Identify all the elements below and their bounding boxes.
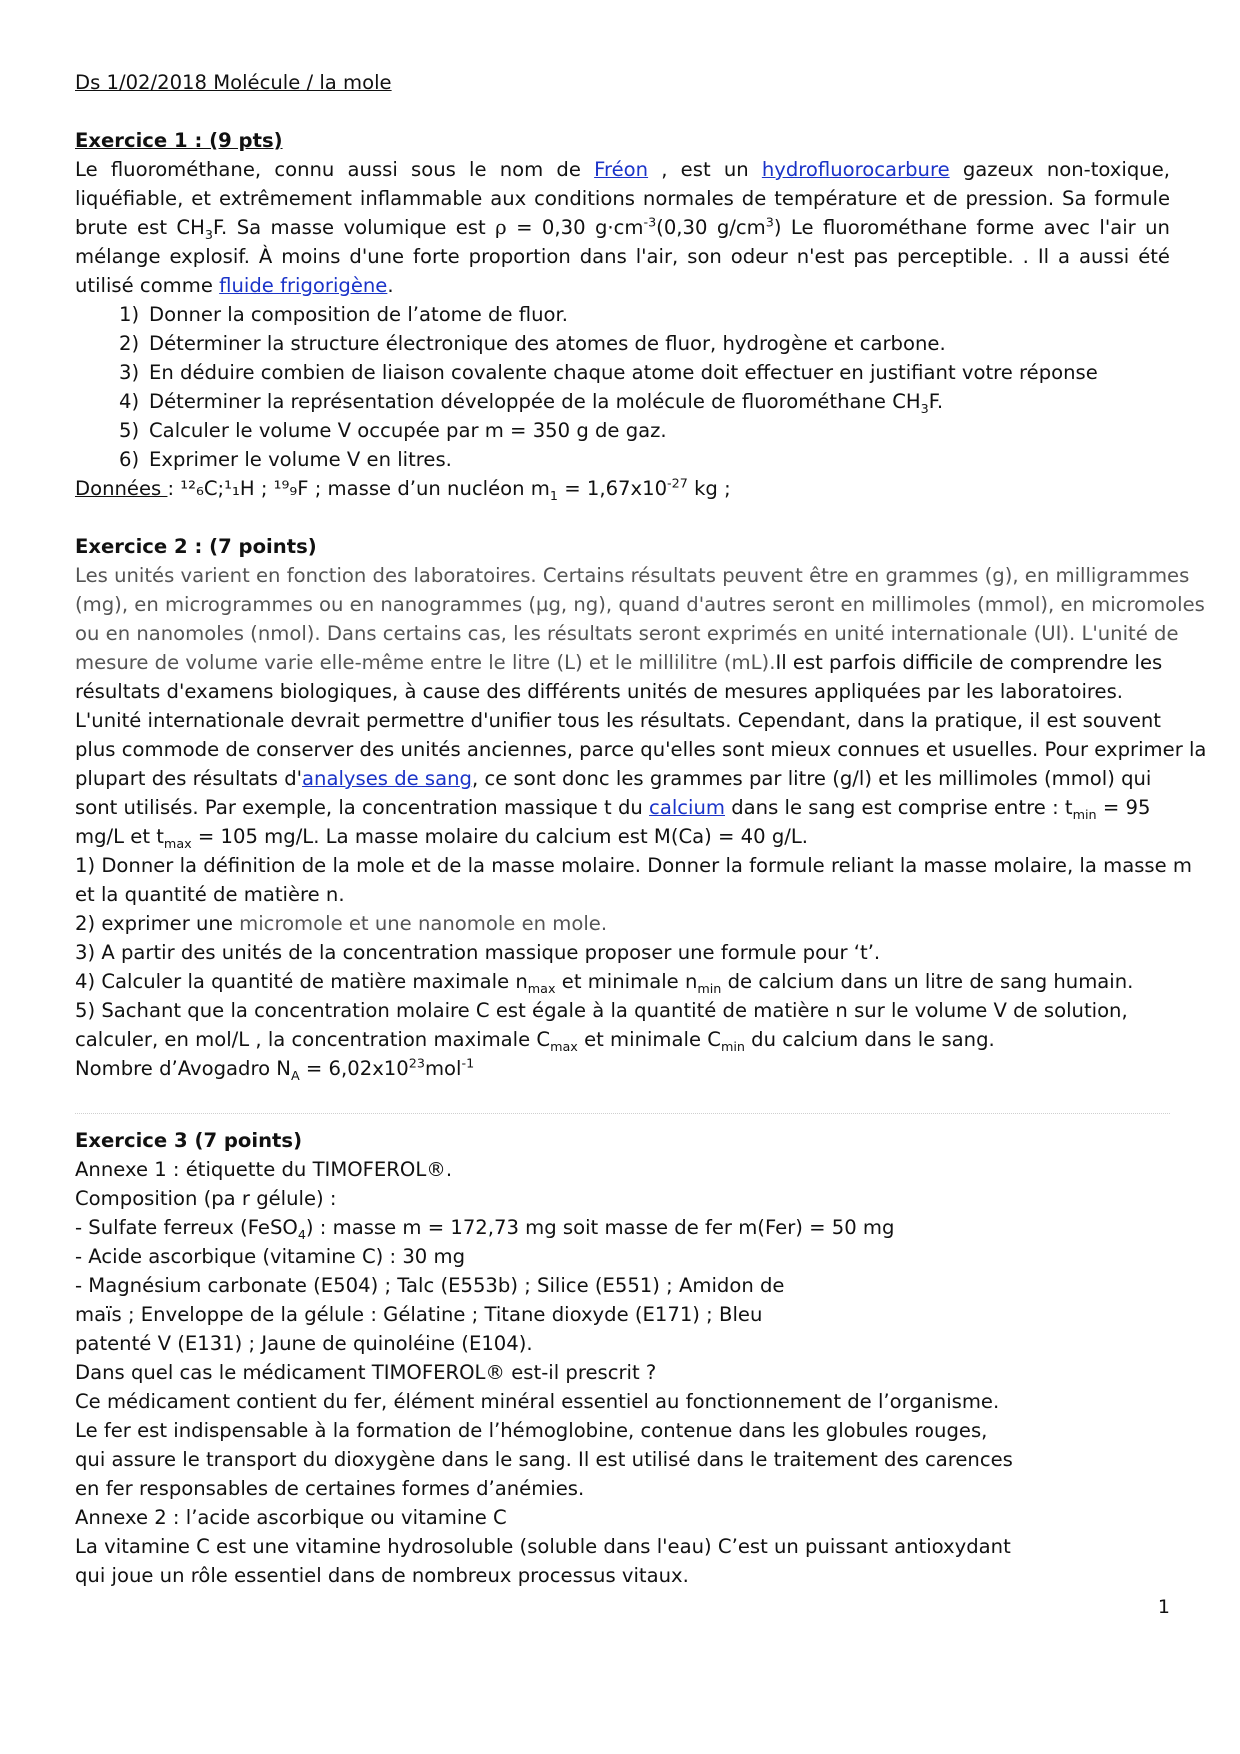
ex2-paragraph-line: ou en nanomoles (nmol). Dans certains cas, les résultats seront exprimés en unité internationale (UI). L'unité de xyxy=(75,622,1179,645)
ex3-line: maïs ; Enveloppe de la gélule : Gélatine ; Titane dioxyde (E171) ; Bleu xyxy=(75,1303,763,1326)
ex3-line: - Magnésium carbonate (E504) ; Talc (E553b) ; Silice (E551) ; Amidon de xyxy=(75,1274,785,1297)
ex3-line: Annexe 2 : l’acide ascorbique ou vitamine C xyxy=(75,1506,507,1529)
ex1-paragraph-line: Le fluorométhane, connu aussi sous le nom de Fréon , est un hydrofluorocarbure gazeux non-toxique, xyxy=(75,158,1170,181)
list-item: 6) Exprimer le volume V en litres. xyxy=(119,448,452,471)
ex2-paragraph-line: L'unité internationale devrait permettre d'unifier tous les résultats. Cependant, dans la pratique, il est souvent xyxy=(75,709,1161,732)
ex2-question: calculer, en mol/L , la concentration maximale $C_{max}$ et minimale $C_{min}$ du calcium dans le sang. xyxy=(75,1028,995,1055)
ex1-paragraph-line: utilisé comme fluide frigorigène. xyxy=(75,274,394,297)
link-analyses-de-sang[interactable]: analyses de sang xyxy=(302,767,472,790)
list-item: 2) Déterminer la structure électronique des atomes de fluor, hydrogène et carbone. xyxy=(119,332,946,355)
page-number: 1 xyxy=(1157,1596,1170,1618)
list-item: 5) Calculer le volume V occupée par m = 350 g de gaz. xyxy=(119,419,667,442)
page-title: Ds 1/02/2018 Molécule / la mole xyxy=(75,71,392,94)
ex2-paragraph-line: mg/L et $t_{max} = 105$ mg/L. La masse molaire du calcium est M(Ca) = 40 g/L. xyxy=(75,825,809,852)
list-item: 3) En déduire combien de liaison covalente chaque atome doit effectuer en justifiant votre réponse xyxy=(119,361,1098,384)
ex2-question: 1) Donner la définition de la mole et de la masse molaire. Donner la formule reliant la masse molaire, la masse m xyxy=(75,854,1192,877)
ex2-paragraph-line: (mg), en microgrammes ou en nanogrammes (µg, ng), quand d'autres seront en millimoles (mmol), en micromoles xyxy=(75,593,1205,616)
ex2-question: 3) A partir des unités de la concentration massique proposer une formule pour ‘t’. xyxy=(75,941,881,964)
ex3-line: qui assure le transport du dioxygène dans le sang. Il est utilisé dans le traitement des carences xyxy=(75,1448,1013,1471)
ex1-question-list xyxy=(75,300,1170,474)
ex3-line: en fer responsables de certaines formes d’anémies. xyxy=(75,1477,585,1500)
exercise-1-title: Exercice 1 : (9 pts) xyxy=(75,129,283,152)
ex2-question: 2) exprimer une micromole et une nanomole en mole. xyxy=(75,912,608,935)
document-page xyxy=(75,68,1207,1590)
ex1-data-line: Données : ¹²₆C;¹₁H ; ¹⁹₉F ; masse d’un nucléon $m_1 = 1,67x10^{-27}$ kg ; xyxy=(75,476,731,504)
ex3-line: Annexe 1 : étiquette du TIMOFEROL®. xyxy=(75,1158,453,1181)
ex3-line: La vitamine C est une vitamine hydrosoluble (soluble dans l'eau) C’est un puissant antioxydant xyxy=(75,1535,1011,1558)
ex3-line: Ce médicament contient du fer, élément minéral essentiel au fonctionnement de l’organisme. xyxy=(75,1390,1000,1413)
ex3-line: qui joue un rôle essentiel dans de nombreux processus vitaux. xyxy=(75,1564,689,1587)
ex1-paragraph-line: brute est $CH_3F$. Sa masse volumique est ρ = 0,30 $g\cdot cm^{-3}(0,30$ $g/cm^3$) Le fluorométhane forme avec l'air un xyxy=(75,215,1170,243)
link-hydrofluorocarbure[interactable]: hydrofluorocarbure xyxy=(761,158,950,181)
ex1-paragraph-line: mélange explosif. À moins d'une forte proportion dans l'air, son odeur n'est pas perceptible. . Il a aussi été xyxy=(75,245,1170,268)
exercise-2-title: Exercice 2 : (7 points) xyxy=(75,535,317,558)
exercise-3-title: Exercice 3 (7 points) xyxy=(75,1129,303,1152)
link-calcium[interactable]: calcium xyxy=(649,796,725,819)
ex2-paragraph-line: plus commode de conserver des unités anciennes, parce qu'elles sont mieux connues et usuelles. Pour exprimer la xyxy=(75,738,1207,761)
list-item: 1) Donner la composition de l’atome de fluor. xyxy=(119,303,569,326)
link-freon[interactable]: Fréon xyxy=(594,158,649,181)
ex2-paragraph-line: Les unités varient en fonction des laboratoires. Certains résultats peuvent être en grammes (g), en milligrammes xyxy=(75,564,1190,587)
ex2-question: 4) Calculer la quantité de matière maximale $n_{max}$ et minimale $n_{min}$ de calcium dans un litre de sang humain. xyxy=(75,970,1134,997)
ex3-line: Le fer est indispensable à la formation de l’hémoglobine, contenue dans les globules rouges, xyxy=(75,1419,988,1442)
ex1-paragraph-line: liquéfiable, et extrêmement inflammable aux conditions normales de température et de pression. Sa formule xyxy=(75,187,1170,210)
ex3-line: - Sulfate ferreux (FeSO$_4$) : masse m = 172,73 mg soit masse de fer m(Fer) = 50 mg xyxy=(75,1216,895,1243)
ex2-paragraph-line: résultats d'examens biologiques, à cause des différents unités de mesures appliquées par les laboratoires. xyxy=(75,680,1124,703)
ex2-question: et la quantité de matière n. xyxy=(75,883,345,906)
ex2-paragraph-line: plupart des résultats d'analyses de sang, ce sont donc les grammes par litre (g/l) et les millimoles (mmol) qui xyxy=(75,767,1152,790)
link-fluide-frigorigene[interactable]: fluide frigorigène xyxy=(219,274,388,297)
ex3-line: Composition (pa r gélule) : xyxy=(75,1187,337,1210)
list-item: 4) Déterminer la représentation développée de la molécule de fluorométhane $CH_3F$. xyxy=(119,390,944,417)
ex2-paragraph-line: sont utilisés. Par exemple, la concentration massique t du calcium dans le sang est comprise entre : $t_{min} = 95$ xyxy=(75,796,1151,823)
ex2-paragraph-line: mesure de volume varie elle-même entre le litre (L) et le millilitre (mL).Il est parfois difficile de comprendre les xyxy=(75,651,1163,674)
ex3-line: Dans quel cas le médicament TIMOFEROL® est-il prescrit ? xyxy=(75,1361,657,1384)
section-divider xyxy=(75,1113,1170,1114)
ex2-avogadro-line: Nombre d’Avogadro $N_A = 6,02x10^{23}mol^{-1}$ xyxy=(75,1056,475,1084)
ex3-line: - Acide ascorbique (vitamine C) : 30 mg xyxy=(75,1245,466,1268)
ex3-line: patenté V (E131) ; Jaune de quinoléine (E104). xyxy=(75,1332,533,1355)
ex2-question: 5) Sachant que la concentration molaire C est égale à la quantité de matière n sur le volume V de solution, xyxy=(75,999,1128,1022)
